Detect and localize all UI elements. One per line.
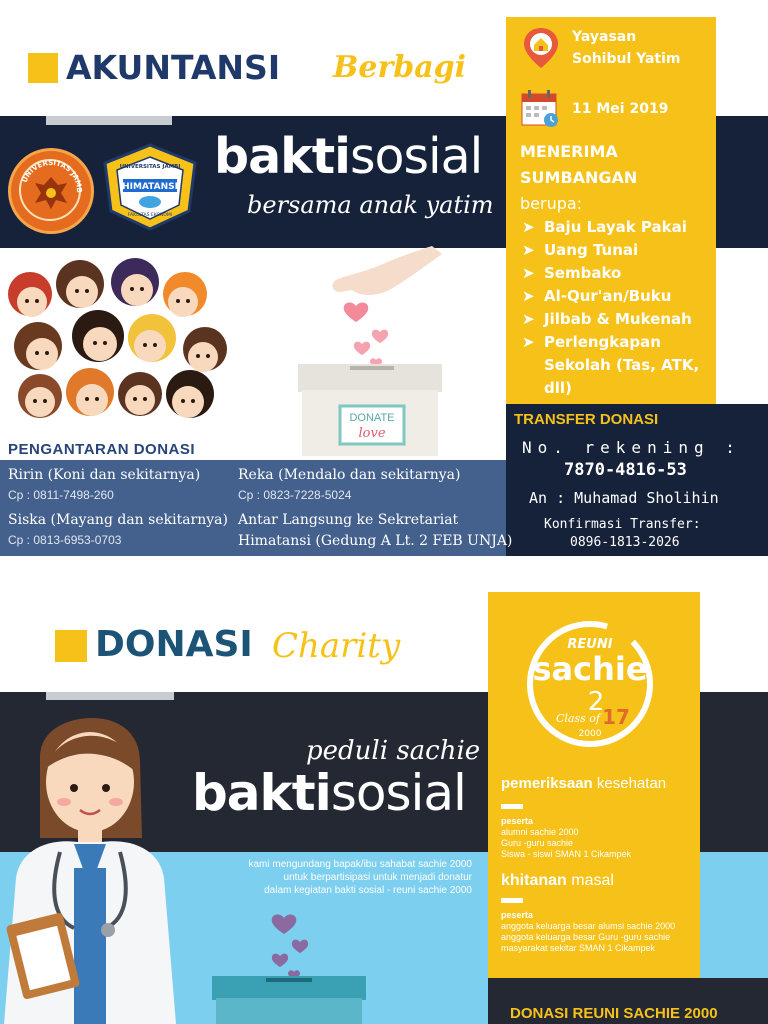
script-line: peduli sachie <box>306 736 481 766</box>
list-item: ➤ Baju Layak Pakai <box>520 216 710 239</box>
kids-illustration <box>0 254 236 430</box>
seal-right-top-text: UNIVERSITAS JAMBI <box>119 164 181 170</box>
list-item: ➤ Uang Tunai <box>520 239 710 262</box>
chevron-right-icon: ➤ <box>522 333 535 351</box>
calendar-icon <box>520 89 560 129</box>
menerima-label: MENERIMA <box>520 142 618 161</box>
chevron-right-icon: ➤ <box>522 241 535 259</box>
donation-items-list <box>520 216 710 400</box>
heart-icon <box>272 915 297 934</box>
heart-icon <box>372 330 388 343</box>
chevron-right-icon: ➤ <box>522 287 535 305</box>
service2-details: peserta anggota keluarga besar alumsi sachie 2000 anggota keluarga besar Guru -guru sachie masyarakat sekitar SMAN 1 Cikampek <box>501 910 676 953</box>
location-pin-icon <box>522 26 560 70</box>
chevron-right-icon: ➤ <box>522 264 535 282</box>
contact-phone: Cp : 0823-7228-5024 <box>238 488 352 502</box>
dark-banner-right <box>700 692 768 852</box>
heading-main: DONASI <box>95 624 253 665</box>
service1-details: peserta alumni sachie 2000 Guru -guru sachie Siswa - siswi SMAN 1 Cikampek <box>501 816 632 859</box>
account-label: No. rekening : <box>522 438 741 457</box>
chevron-right-icon: ➤ <box>522 218 535 236</box>
list-item: ➤ Al-Qur'an/Buku <box>520 285 710 308</box>
organizer-line1: Yayasan <box>572 29 637 45</box>
list-item: ➤ Perlengkapan Sekolah (Tas, ATK, dll) <box>522 333 700 397</box>
contact-name-line2: Himatansi (Gedung A Lt. 2 FEB UNJA) <box>238 533 513 549</box>
delivery-heading: PENGANTARAN DONASI <box>8 441 196 458</box>
confirm-number: 0896-1813-2026 <box>570 535 680 550</box>
account-number: 7870-4816-53 <box>564 460 687 480</box>
list-item: ➤ Sembako <box>520 262 710 285</box>
seal-right-bottom-text: FAKULTAS EKONOMI <box>127 213 173 218</box>
grey-tab <box>46 116 172 125</box>
divider-bar <box>501 898 523 903</box>
bakti-sosial-title: baktisosial <box>214 128 483 185</box>
donate-box-illustration <box>200 898 380 1024</box>
heart-icon <box>354 342 370 355</box>
heading-main: AKUNTANSI <box>66 48 281 87</box>
invitation-text: kami mengundang bapak/ibu sahabat sachie 2000 untuk berpartisipasi untuk menjadi donatur dalam kegiatan bakti sosial - reuni sachie 2000 <box>248 859 472 896</box>
contact-name: Ririn (Koni dan sekitarnya) <box>8 467 201 483</box>
heading-square <box>28 53 58 83</box>
poster-donasi-charity <box>0 568 768 1024</box>
heading-script: Charity <box>272 626 401 666</box>
bakti-sosial-title: baktisosial <box>192 764 466 822</box>
reuni-sachie-logo <box>520 618 662 750</box>
berupa-label: berupa: <box>520 194 583 213</box>
contact-name: Reka (Mendalo dan sekitarnya) <box>238 467 461 483</box>
contact-name: Siska (Mayang dan sekitarnya) <box>8 512 228 528</box>
account-name: An : Muhamad Sholihin <box>529 489 719 507</box>
event-date: 11 Mei 2019 <box>572 101 669 117</box>
logo-year: 2000 <box>578 729 602 739</box>
heading-script: Berbagi <box>333 50 467 85</box>
chevron-right-icon: ➤ <box>522 310 535 328</box>
navy-banner-right <box>716 116 768 248</box>
list-item: ➤ Jilbab & Mukenah <box>520 308 710 331</box>
heart-icon <box>272 954 288 967</box>
logo-class: Class of <box>556 712 600 725</box>
unja-seal-logo <box>8 148 94 234</box>
heart-icon <box>292 940 308 953</box>
heading-square <box>55 630 87 662</box>
doctor-illustration <box>0 718 200 1024</box>
grey-tab <box>46 692 174 700</box>
confirm-label: Konfirmasi Transfer: <box>544 517 701 532</box>
seal-left-text: UNIVERSITAS JAMB <box>20 158 84 193</box>
logo-17: 17 <box>602 705 630 729</box>
box-label-top: DONATE <box>349 412 395 424</box>
himatansi-seal-logo <box>103 143 197 231</box>
contact-phone: Cp : 0813-6953-0703 <box>8 533 122 547</box>
transfer-heading: TRANSFER DONASI <box>514 411 659 428</box>
sumbangan-label: SUMBANGAN <box>520 168 638 187</box>
contact-name: Antar Langsung ke Sekretariat <box>238 512 459 528</box>
logo-sachie: sachie <box>532 650 648 688</box>
bakti-subtitle: bersama anak yatim <box>247 191 494 219</box>
service1-title: pemeriksaan kesehatan <box>501 775 667 792</box>
organizer-line2: Sohibul Yatim <box>572 51 681 67</box>
heart-icon <box>344 303 369 322</box>
footer-heading: DONASI REUNI SACHIE 2000 <box>510 1005 718 1022</box>
logo-reuni: REUNI <box>567 637 613 652</box>
logo-number: 2 <box>587 687 605 717</box>
seal-right-mid-text: HIMATANSI <box>122 182 178 192</box>
service2-title: khitanan masal <box>501 872 614 889</box>
contact-phone: Cp : 0811-7498-260 <box>8 488 114 502</box>
box-label-bottom: love <box>358 426 386 441</box>
donate-box-illustration <box>292 246 452 456</box>
divider-bar <box>501 804 523 809</box>
